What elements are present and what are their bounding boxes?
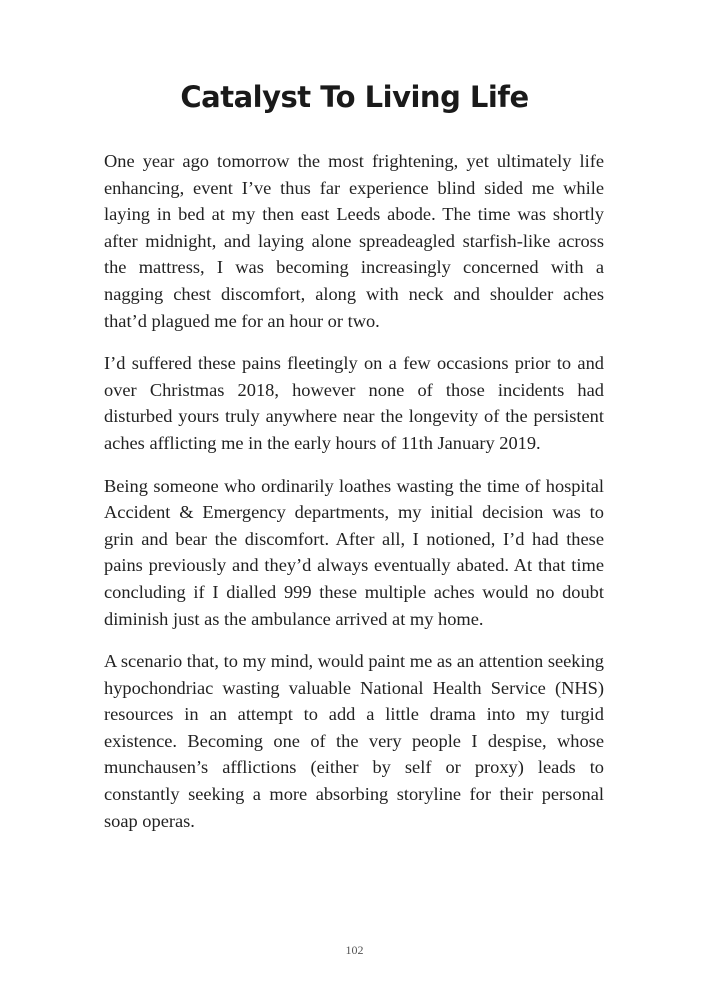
paragraph-2: I’d suffered these pains fleetingly on a few occasions prior to and over Christmas 2018, however none of those incidents had disturbed yours truly anywhere near the longevity of the persistent aches afflicting me in the early hours of 11th January 2019.	[104, 353, 604, 453]
chapter-body	[104, 148, 604, 850]
paragraph-4: A scenario that, to my mind, would paint me as an attention seeking hypochondriac wasting valuable National Health Service (NHS) resources in an attempt to add a little drama into my turgid existence. Becoming one of the very people I despise, whose munchausen’s afflictions (either by self or proxy) leads to constantly seeking a more absorbing storyline for their personal soap operas.	[104, 651, 604, 831]
page-number: 102	[345, 943, 364, 957]
chapter-title: Catalyst To Living Life	[180, 80, 529, 114]
paragraph-3: Being someone who ordinarily loathes wasting the time of hospital Accident & Emergency departments, my initial decision was to grin and bear the discomfort. After all, I notioned, I’d had these pains previously and they’d always eventually abated. At that time concluding if I dialled 999 these multiple aches would no doubt diminish just as the ambulance arrived at my home.	[104, 475, 604, 629]
paragraph-1: One year ago tomorrow the most frightening, yet ultimately life enhancing, event I’ve thus far experience blind sided me while laying in bed at my then east Leeds abode. The time was shortly after midnight, and laying alone spreadeagled starfish-like across the mattress, I was becoming increasingly concerned with a nagging chest discomfort, along with neck and shoulder aches that’d plagued me for an hour or two.	[104, 151, 604, 331]
